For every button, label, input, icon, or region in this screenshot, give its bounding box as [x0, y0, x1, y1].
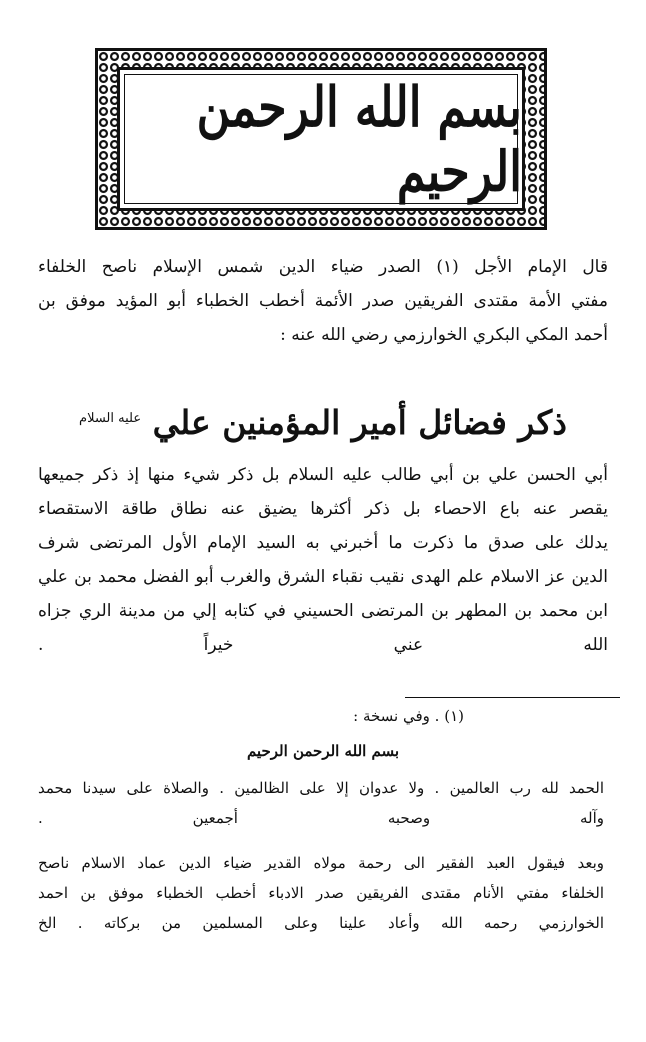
body-line: يقصر عنه باع الاحصاء بل ذكر أكثرها يضيق عنه نطاق طاقة الاستقصاء [38, 499, 608, 519]
footnote-line: الحمد لله رب العالمين . ولا عدوان إلا على الظالمين . والصلاة على سيدنا محمد [38, 779, 604, 797]
basmala-cartouche [117, 67, 525, 211]
body-line: ابن محمد بن المطهر بن المرتضى الحسيني في كتابه إلي من مدينة الري جزاه [38, 601, 608, 621]
intro-line: قال الإمام الأجل (١) الصدر ضياء الدين شمس الإسلام ناصح الخلفاء [38, 257, 608, 277]
basmala-calligraphy: بسم الله الرحمن الرحيم [196, 74, 522, 204]
footnote-divider [405, 697, 620, 698]
ornamental-frame [95, 48, 547, 230]
body-paragraph [38, 458, 608, 662]
footnote-paragraph-1 [38, 773, 604, 833]
footnote-line: الخوارزمي رحمه الله وأعاد علينا وعلى المسلمين من بركاته . الخ [38, 914, 604, 932]
chapter-title [0, 394, 646, 448]
body-line: الله عني خيراً . [38, 635, 608, 655]
footnote-label: (١) . وفي نسخة : [353, 707, 464, 725]
intro-paragraph [38, 250, 608, 352]
footnote-basmala: بسم الله الرحمن الرحيم [246, 742, 400, 760]
intro-line: أحمد المكي البكري الخوارزمي رضي الله عنه : [280, 325, 608, 345]
honorific-glyph: عليه السلام [79, 411, 142, 426]
footnote-line: وبعد فيقول العبد الفقير الى رحمة مولاه القدير ضياء الدين عماد الاسلام ناصح [38, 854, 604, 872]
chapter-title-text: ذكر فضائل أمير المؤمنين علي [152, 403, 567, 442]
body-line: يدلك على صدق ما ذكرت ما أخبرني به السيد الإمام الأول المرتضى شرف [38, 533, 608, 553]
footnote-line: وآله وصحبه أجمعين . [38, 809, 604, 827]
footnote-paragraph-2 [38, 848, 604, 938]
footnote-line: الخلفاء مفتي الأنام مقتدى الفريقين صدر الادباء أخطب الخطباء موفق بن احمد [38, 884, 604, 902]
body-line: أبي الحسن علي بن أبي طالب عليه السلام بل ذكر شيء منها إذ ذكر جميعها [38, 465, 608, 485]
body-line: الدين عز الاسلام علم الهدى نقيب نقباء الشرق والغرب أبو الفضل محمد بن علي [38, 567, 608, 587]
intro-line: مفتي الأمة مقتدى الفريقين صدر الأئمة أخطب الخطباء أبو المؤيد موفق بن [38, 291, 608, 311]
